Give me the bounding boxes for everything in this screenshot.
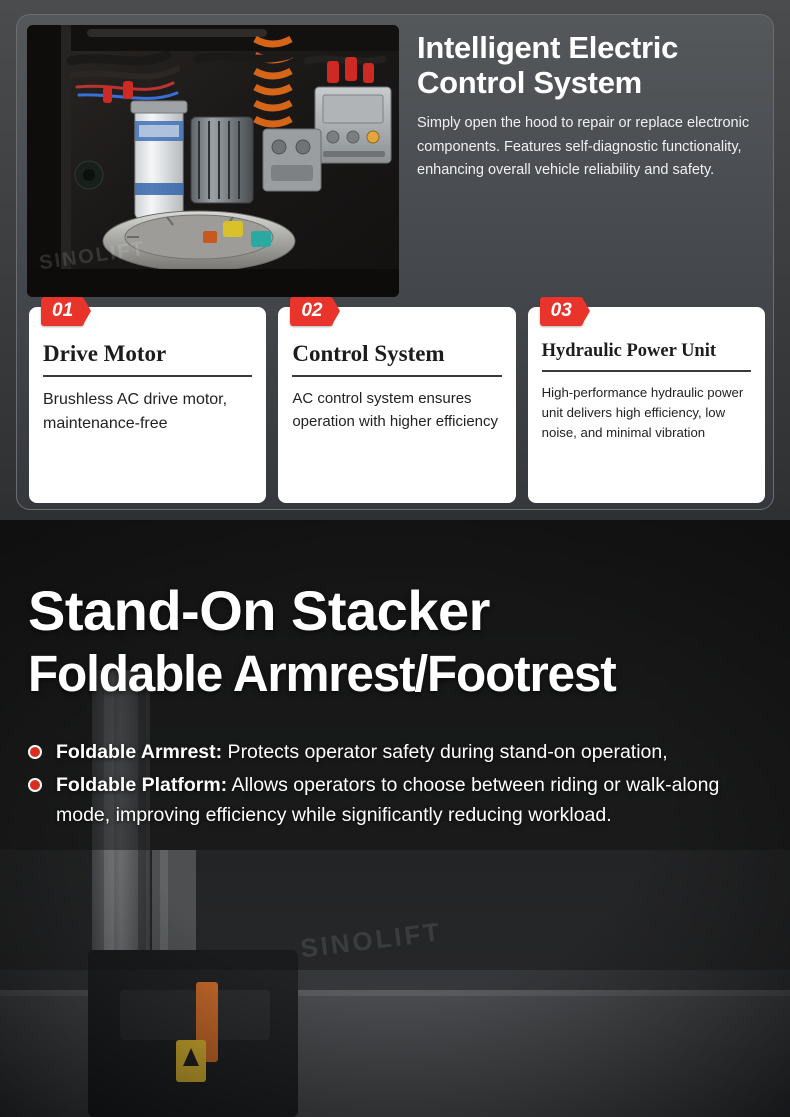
bullet-text: Protects operator safety during stand-on operation, — [222, 741, 668, 764]
stacker-title-line2: Foldable Armrest/Footrest — [28, 645, 616, 703]
card-body: Brushless AC drive motor, maintenance-free — [43, 391, 228, 432]
card-body: High-performance hydraulic power unit delivers high efficiency, low noise, and minimal vibration — [541, 385, 744, 440]
bullet-text: Allows operators to choose between riding or walk-along mode, improving efficiency while significantly reducing workload. — [56, 773, 720, 826]
card-number-badge: 02 — [290, 297, 333, 326]
bullet-dot-icon — [28, 778, 42, 792]
section-headline: Intelligent Electric Control System — [417, 30, 679, 100]
stacker-bullet-list — [28, 737, 766, 830]
control-system-section — [0, 0, 790, 520]
list-item — [28, 770, 758, 830]
card-title: Hydraulic Power Unit — [542, 341, 751, 372]
card-number-badge: 01 — [41, 297, 84, 326]
list-item — [28, 737, 758, 767]
headline-block — [417, 31, 761, 183]
bullet-label: Foldable Armrest: — [56, 741, 223, 764]
section-paragraph: Simply open the hood to repair or replace electronic components. Features self-diagnostic functionality, enhancing overall vehicle reliability and safety. — [417, 115, 750, 179]
card-number-badge: 03 — [540, 297, 583, 326]
bullet-dot-icon — [28, 745, 42, 759]
stacker-title-line1: Stand-On Stacker — [28, 579, 490, 642]
feature-card-3 — [528, 300, 765, 503]
card-title: Drive Motor — [43, 341, 252, 377]
stand-on-stacker-section — [0, 520, 790, 1117]
control-compartment-photo — [27, 25, 399, 297]
control-system-panel — [16, 14, 774, 510]
feature-card-1 — [29, 300, 266, 503]
stacker-text-block — [0, 520, 790, 832]
card-title: Control System — [292, 341, 501, 377]
feature-card-2 — [278, 300, 515, 503]
card-body: AC control system ensures operation with higher efficiency — [292, 390, 499, 430]
bullet-label: Foldable Platform: — [56, 773, 228, 796]
feature-cards — [29, 300, 765, 503]
